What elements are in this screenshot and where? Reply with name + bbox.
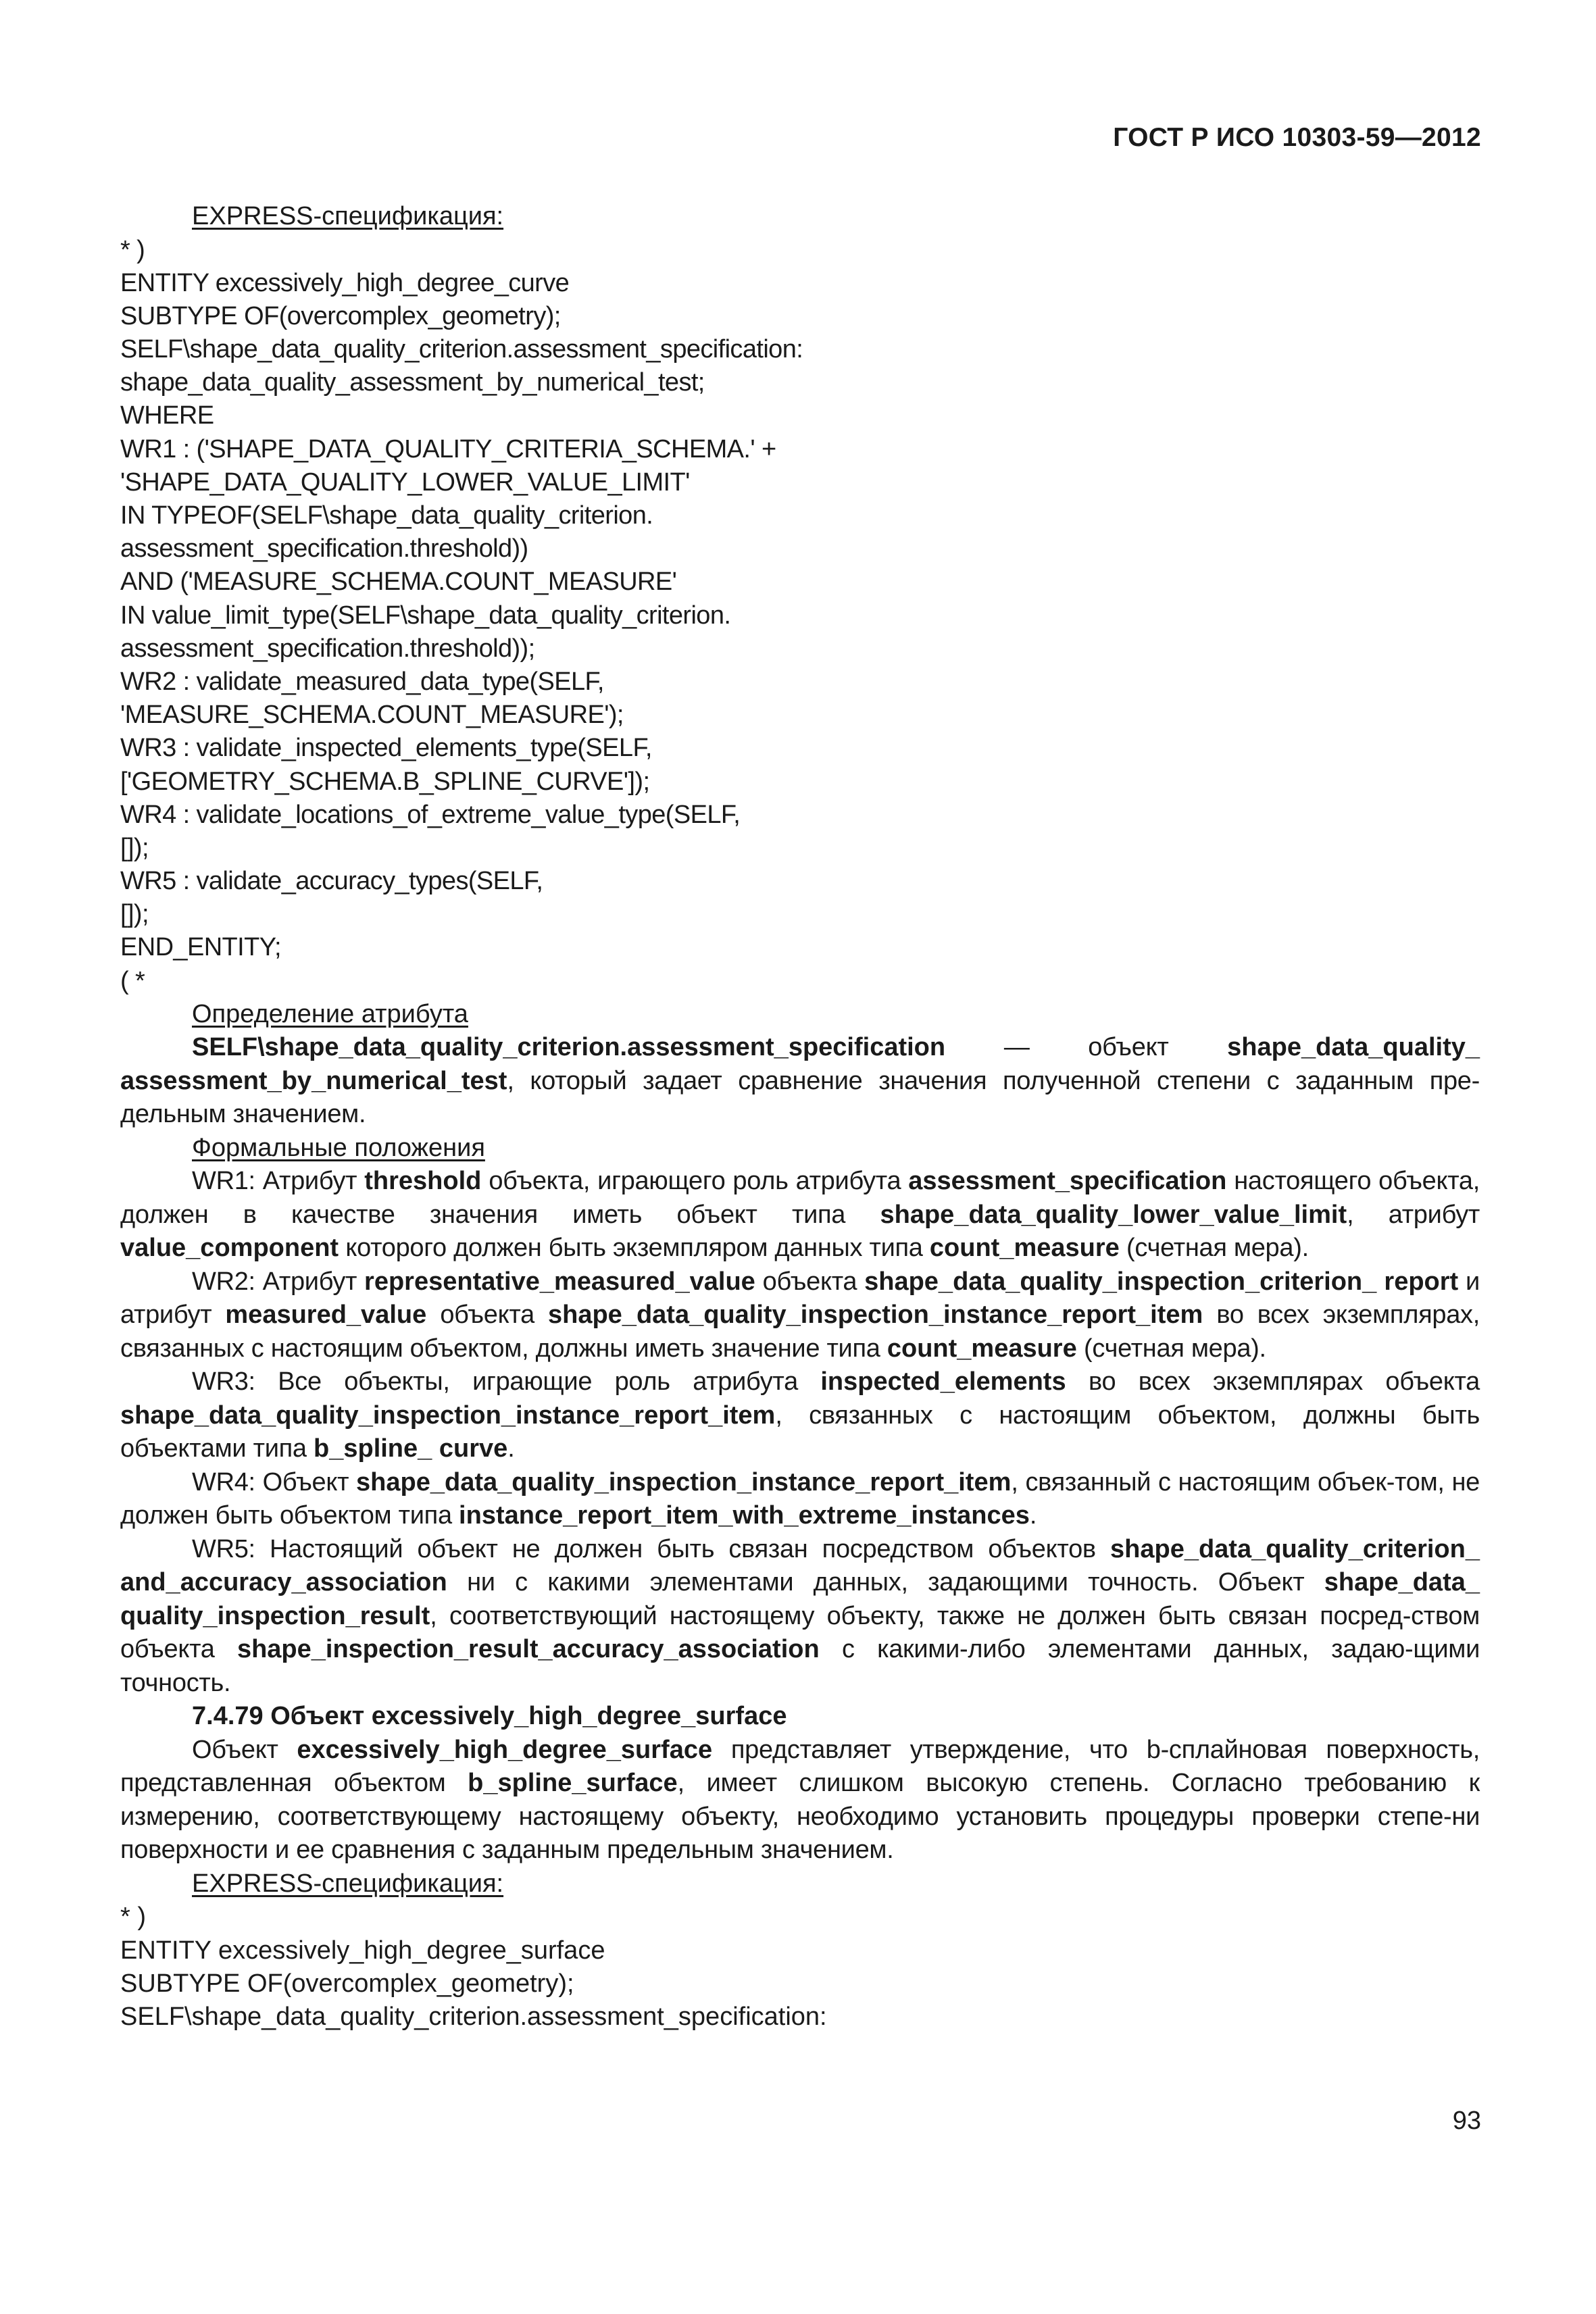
bold-term: b_spline_surface: [468, 1769, 678, 1798]
bold-term: count_measure: [929, 1234, 1120, 1263]
text-run: ни с какими элементами данных, задающими точность. Объект: [447, 1568, 1324, 1597]
text-run: (счетная мера).: [1119, 1234, 1309, 1263]
code-line: assessment_specification.threshold));: [120, 634, 535, 663]
code-line: * ): [120, 1903, 146, 1932]
code-line: 'MEASURE_SCHEMA.COUNT_MEASURE');: [120, 701, 624, 730]
where-rule-paragraph: [120, 1165, 1480, 1265]
bold-term: b_spline_ curve: [314, 1434, 508, 1463]
where-rule-paragraph: [120, 1533, 1480, 1701]
where-rule-paragraph: [120, 1265, 1480, 1366]
bold-term: inspected_elements: [820, 1367, 1066, 1397]
code-line: WR2 : validate_measured_data_type(SELF,: [120, 667, 604, 696]
text-run: WR4: Объект: [192, 1467, 357, 1496]
where-rule-paragraph: [120, 1365, 1480, 1466]
text-run: объекта, играющего роль атрибута: [481, 1167, 909, 1196]
text-run: которого должен быть экземпляром данных типа: [339, 1234, 930, 1263]
text-run: .: [507, 1434, 515, 1463]
code-line: shape_data_quality_assessment_by_numerical_test;: [120, 368, 705, 397]
text-run: , атрибут: [1347, 1200, 1480, 1229]
where-rule-paragraph: [120, 1466, 1480, 1533]
bold-term: assessment_specification: [908, 1167, 1227, 1196]
express-code-block-1: [120, 234, 1480, 998]
code-line: ['GEOMETRY_SCHEMA.B_SPLINE_CURVE']);: [120, 767, 650, 796]
bold-term: SELF\shape_data_quality_criterion.assessment_specification: [192, 1033, 946, 1062]
code-line: ( *: [120, 966, 145, 995]
where-rules-list: [120, 1165, 1480, 1700]
text-run: объекта: [755, 1267, 865, 1296]
code-line: SUBTYPE OF(overcomplex_geometry);: [120, 1969, 574, 1998]
text-run: с какими-либо элементами данных, задаю-щими точность.: [120, 1635, 1480, 1697]
bold-term: threshold: [364, 1167, 482, 1196]
bold-term: excessively_high_degree_surface: [297, 1735, 713, 1764]
bold-term: representative_measured_value: [364, 1267, 755, 1296]
attribute-definition-heading: Определение атрибута: [192, 999, 468, 1028]
section-title: 7.4.79 Объект excessively_high_degree_surface: [192, 1702, 787, 1731]
code-line: []);: [120, 833, 149, 862]
code-line: SELF\shape_data_quality_criterion.assessment_specification:: [120, 2002, 827, 2031]
code-line: []);: [120, 900, 149, 929]
bold-term: shape_inspection_result_accuracy_association: [236, 1635, 820, 1664]
code-line: IN value_limit_type(SELF\shape_data_quality_criterion.: [120, 601, 731, 630]
code-line: WR5 : validate_accuracy_types(SELF,: [120, 867, 543, 896]
document-header: ГОСТ Р ИСО 10303-59—2012: [1113, 123, 1481, 152]
code-line: SUBTYPE OF(overcomplex_geometry);: [120, 301, 561, 330]
express-label-2: EXPRESS-спецификация:: [192, 1869, 504, 1898]
bold-term: instance_report_item_with_extreme_instances: [459, 1501, 1030, 1530]
code-line: ENTITY excessively_high_degree_curve: [120, 268, 570, 297]
bold-term: value_component: [120, 1234, 339, 1263]
bold-term: measured_value: [225, 1301, 427, 1330]
code-line: WR3 : validate_inspected_elements_type(SELF,: [120, 734, 652, 763]
text-run: , который задает сравнение значения полученной степени с заданным пре-дельным значением.: [120, 1066, 1480, 1129]
text-run: и атрибут: [120, 1267, 1480, 1330]
code-line: WR4 : validate_locations_of_extreme_value_type(SELF,: [120, 800, 741, 829]
page-content: [120, 200, 1480, 2034]
attribute-definition-paragraph: [120, 1031, 1480, 1132]
text-run: во всех экземплярах объекта: [1066, 1367, 1480, 1397]
text-run: WR5: Настоящий объект не должен быть связан посредством объектов: [192, 1534, 1110, 1563]
bold-term: shape_data_quality_inspection_instance_report_item: [547, 1301, 1203, 1330]
code-line: WR1 : ('SHAPE_DATA_QUALITY_CRITERIA_SCHEMA.' +: [120, 434, 776, 463]
bold-term: count_measure: [887, 1334, 1077, 1363]
code-line: 'SHAPE_DATA_QUALITY_LOWER_VALUE_LIMIT': [120, 468, 690, 497]
express-code-block-2: [120, 1901, 1480, 2034]
text-run: Объект: [192, 1735, 297, 1764]
code-line: * ): [120, 235, 145, 264]
text-run: (счетная мера).: [1076, 1334, 1266, 1363]
code-line: ENTITY excessively_high_degree_surface: [120, 1936, 605, 1965]
bold-term: shape_data_quality_inspection_instance_report_item: [356, 1467, 1012, 1496]
express-label-1: EXPRESS-спецификация:: [192, 202, 504, 230]
text-run: объекта: [426, 1301, 548, 1330]
text-run: .: [1029, 1501, 1037, 1530]
text-run: во всех экземплярах, связанных с настоящим объектом, должны иметь значение типа: [120, 1301, 1480, 1363]
text-run: WR2: Атрибут: [192, 1267, 365, 1296]
code-line: IN TYPEOF(SELF\shape_data_quality_criterion.: [120, 501, 653, 530]
text-run: WR3: Все объекты, играющие роль атрибута: [192, 1367, 821, 1397]
bold-term: shape_data_quality_lower_value_limit: [880, 1200, 1347, 1229]
code-line: SELF\shape_data_quality_criterion.assessment_specification:: [120, 335, 803, 364]
page-number: 93: [1452, 2107, 1481, 2135]
text-run: WR1: Атрибут: [192, 1167, 365, 1196]
text-run: настоящего объекта, должен в качестве значения иметь объект типа: [120, 1167, 1480, 1229]
text-run: , связанный с настоящим объек-том, не должен быть объектом типа: [120, 1467, 1480, 1530]
text-run: представляет утверждение, что b-сплайновая поверхность, представленная объектом: [120, 1735, 1480, 1798]
formal-propositions-heading: Формальные положения: [192, 1133, 485, 1162]
code-line: END_ENTITY;: [120, 933, 281, 962]
bold-term: shape_data_quality_criterion_ and_accuracy_association: [120, 1534, 1480, 1597]
code-line: AND ('MEASURE_SCHEMA.COUNT_MEASURE': [120, 568, 677, 597]
bold-term: shape_data_ quality_inspection_result: [120, 1568, 1480, 1630]
text-run: , соответствующий настоящему объекту, также не должен быть связан посред-ством объекта: [120, 1601, 1480, 1664]
code-line: assessment_specification.threshold)): [120, 534, 528, 563]
section-paragraph: [120, 1734, 1480, 1867]
bold-term: shape_data_quality_ assessment_by_numerical_test: [120, 1033, 1480, 1095]
text-run: , имеет слишком высокую степень. Согласно требованию к измерению, соответствующему настоящему объекту, необходимо установить процедуры проверки степе-ни поверхности и ее сравнения с заданным предельным значением.: [120, 1769, 1480, 1865]
bold-term: shape_data_quality_inspection_criterion_ report: [864, 1267, 1459, 1296]
code-line: WHERE: [120, 401, 214, 430]
bold-term: shape_data_quality_inspection_instance_report_item: [120, 1401, 776, 1430]
text-run: — объект: [945, 1033, 1228, 1062]
text-run: , связанных с настоящим объектом, должны быть объектами типа: [120, 1401, 1480, 1463]
